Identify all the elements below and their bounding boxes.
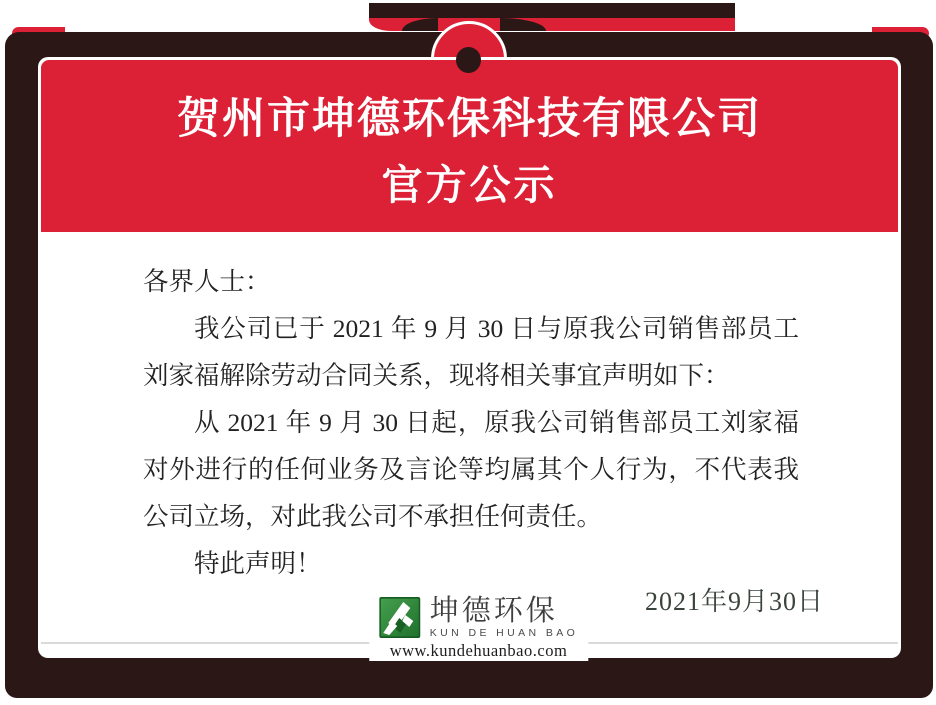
logo-name-cn: 坤德环保 [429, 595, 558, 627]
paragraph-1: 我公司已于 2021 年 9 月 30 日与原我公司销售部员工刘家福解除劳动合同关系，现将相关事宜声明如下： [143, 314, 799, 390]
logo-name-en: KUN DE HUAN BAO [429, 627, 579, 640]
kunde-logo-icon [379, 597, 420, 638]
closing-statement: 特此声明！ [194, 549, 322, 578]
salutation: 各界人士： [143, 267, 271, 296]
hanger-strip-dark [369, 3, 735, 18]
notice-panel [38, 57, 901, 661]
company-logo [369, 596, 588, 661]
notice-date: 2021年9月30日 [645, 587, 825, 616]
notice-subtitle: 官方公示 [381, 162, 558, 209]
logo-website: www.kundehuanbao.com [389, 641, 568, 661]
hanger-hole-icon [456, 47, 481, 73]
company-title: 贺州市坤德环保科技有限公司 [177, 96, 762, 143]
notice-header [41, 60, 898, 232]
notice-body [143, 258, 799, 587]
paragraph-2: 从 2021 年 9 月 30 日起，原我公司销售部员工刘家福对外进行的任何业务及言论等均属其个人行为，不代表我公司立场，对此我公司不承担任何责任。 [143, 408, 799, 531]
